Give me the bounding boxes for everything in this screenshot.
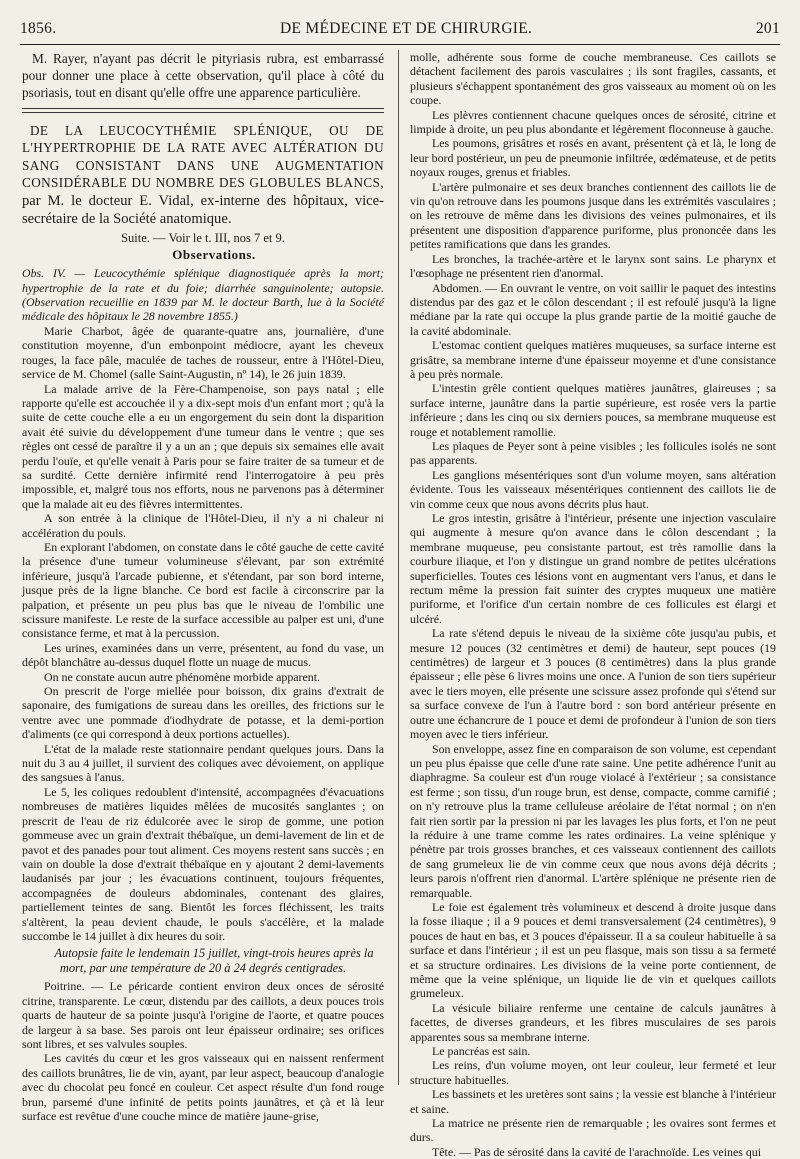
paragraph: L'estomac contient quelques matières muqueuses, sa surface interne est grisâtre, sa membrane interne d'une épaisseur moyenne et d'une consistance à peu près normale. — [410, 338, 776, 381]
paragraph: Son enveloppe, assez fine en comparaison de son volume, est cependant un peu plus épaisse que celle d'une rate saine. Une petite adhérence l'unit au diaphragme. Sa couleur est d'un rouge violacé à l'extérieur ; sa consistance est ferme ; son tissu, d'un rouge brun, est dense, compacte, comme carnifié ; on n'y retrouve plus la trame celluleuse aréolaire de l'état normal ; on n'en fait rien sortir par la pression ni par les lavages les plus forts, et l'on ne peut la réduire à une trame comme les rates ordinaires. La veine splénique y pénètre par trois grosses branches, et ces vaisseaux contiennent des caillots de sang grumeleux lie de vin comme ceux que nous avons déjà décrits ; leurs parois n'offrent rien d'anormal. L'artère splénique ne présente rien de remarquable. — [410, 741, 776, 900]
paragraph: En explorant l'abdomen, on constate dans le côté gauche de cette cavité la présence d'une tumeur volumineuse s'élevant, par son extrémité inférieure, jusqu'à l'arcade pubienne, et s'étendant, par son bord interne, jusque près de la ligne blanche. Ce bord est facile à circonscrire par la palpation, et présente un peu plus bas que le niveau de l'ombilic une scissure manifeste. Le reste de la surface accessible au palper est uni, d'une consistance ferme, et mat à la percussion. — [22, 539, 384, 641]
paragraph: Le pancréas est sain. — [432, 1044, 531, 1059]
paragraph: A son entrée à la clinique de l'Hôtel-Dieu, il n'y a ni chaleur ni accélération du pouls. — [22, 511, 384, 540]
paragraph: La matrice ne présente rien de remarquable ; les ovaires sont fermes et durs. — [410, 1116, 776, 1145]
paragraph: Le gros intestin, grisâtre à l'intérieur, présente une injection vasculaire qui augmente à mesure qu'on avance dans le côlon descendant ; la membrane muqueuse, peu consistante partout, est très ramollie dans la courbure iliaque, et l'on y distingue un grand nombre de petites ulcérations superficielles. Toutes ces lésions vont en augmentant vers l'anus, et dans le rectum même la pression fait suinter des cryptes muqueux une matière puriforme, et l'orifice d'un certain nombre de ces follicules est élargi et ulcéré. — [410, 511, 776, 626]
article-title — [22, 122, 384, 228]
paragraph: Les plaques de Peyer sont à peine visibles ; les follicules isolés ne sont pas apparents. — [410, 438, 776, 468]
paragraph: Les cavités du cœur et les gros vaisseaux qui en naissent renferment des caillots brunâtres, lie de vin, ayant, par leur aspect, beaucoup d'analogie avec du chocolat peu foncé en couleur. Cet aspect résulte d'un fond rouge brun, parsemé d'une infinité de petits points jaunâtres, et çà et là leur surface est revêtue d'une couche mince de matière jaune-grise, — [22, 1051, 384, 1123]
paragraph: Les urines, examinées dans un verre, présentent, au fond du vase, un dépôt blanchâtre au-dessus duquel flotte un nuage de mucus. — [22, 640, 384, 670]
separator-rule-2 — [22, 112, 384, 113]
article-suite: Suite. — Voir le t. III, nos 7 et 9. — [121, 231, 285, 246]
paragraph: Les bassinets et les uretères sont sains ; la vessie est blanche à l'intérieur et saine. — [410, 1087, 776, 1116]
right-paragraphs — [410, 50, 776, 1159]
paragraph: Marie Charbot, âgée de quarante-quatre ans, journalière, d'une constitution moyenne, d'un embonpoint médiocre, ayant les cheveux rouges, la face pâle, maculée de taches de rousseur, entre à l'Hôtel-Dieu, service de M. Chomel (salle Saint-Augustin, nº 14), le 26 juin 1839. — [22, 323, 384, 382]
left-paragraphs-2 — [22, 979, 384, 1123]
paragraph: Abdomen. — En ouvrant le ventre, on voit saillir le paquet des intestins distendus par des gaz et le côlon descendant ; il est refoulé jusqu'à la ligne médiane par la rate qui occupe la plus grande partie de la moitié gauche de la cavité abdominale. — [410, 280, 776, 338]
paragraph: L'intestin grêle contient quelques matières jaunâtres, glaireuses ; sa surface interne, jaunâtre dans la partie supérieure, est rosée vers la partie inférieure ; dans les cinq ou six derniers pouces, sa membrane muqueuse est rouge et notablement ramollie. — [410, 381, 776, 439]
paragraph: Tête. — Pas de sérosité dans la cavité de l'arachnoïde. Les veines qui — [432, 1144, 762, 1159]
header-rule — [20, 44, 780, 45]
header-year: 1856. — [20, 20, 57, 37]
paragraph: Les ganglions mésentériques sont d'un volume moyen, sans altération évidente. Tous les vaisseaux mésentériques contiennent des caillots lie de vin comme ceux que nous avons décrits plus haut. — [410, 467, 776, 511]
intro-paragraph: M. Rayer, n'ayant pas décrit le pityriasis rubra, est embarrassé pour donner une place à cette observation, qu'il place à côté du psoriasis, tout en disant qu'elle offre une apparence particulière. — [22, 51, 384, 100]
paragraph: Le 5, les coliques redoublent d'intensité, accompagnées d'évacuations nombreuses de matières liquides mêlées de mucosités sanglantes ; on prescrit de l'eau de riz édulcorée avec le sirop de gomme, une potion gommeuse avec un grain d'extrait thébaïque, un demi-lavement de lin et de pavot et des panades pour tout aliment. Ces moyens restent sans succès ; en vain on double la dose d'extrait thébaïque en y ajoutant 2 demi-lavements laudanisés par jour ; les évacuations continuent, toujours fréquentes, accompagnées de douleurs abdominales, contenant des glaires, partiellement teintes de sang. Bientôt les forces fléchissent, les traits s'altèrent, la peau devient chaude, le pouls s'accélère, et la malade succombe le 14 juillet à dix heures du soir. — [22, 784, 384, 943]
left-column — [22, 50, 384, 1123]
separator-rule — [22, 108, 384, 109]
header-page-number: 201 — [755, 20, 780, 37]
paragraph: La vésicule biliaire renferme une centaine de calculs jaunâtres à facettes, de diverses grandeurs, et les fibres musculaires de ses parois apparentes sous sa membrane interne. — [410, 1000, 776, 1044]
paragraph: Les bronches, la trachée-artère et le larynx sont sains. Le pharynx et l'œsophage ne présentent rien d'anormal. — [410, 251, 776, 281]
paragraph: molle, adhérente sous forme de couche membraneuse. Ces caillots se détachent facilement des parois vasculaires ; ils sont fragiles, cassants, et plusieurs s'échappent spontanément des gros vaisseaux au moment où on les coupe. — [410, 50, 776, 108]
paragraph: L'état de la malade reste stationnaire pendant quelques jours. Dans la nuit du 3 au 4 juillet, il survient des coliques avec dévoiement, on applique des sangsues à l'anus. — [22, 741, 384, 785]
column-divider — [398, 50, 399, 1085]
paragraph: Le foie est également très volumineux et descend à droite jusque dans la fosse iliaque ; il a 9 pouces et demi transversalement (24 centimètres), 9 pouces de haut en bas, et 3 pouces d'épaisseur. Il a sa couleur habituelle à sa surface et dans l'intérieur ; il est un peu flasque, mais son tissu a sa fermeté et sa structure ordinaires. Les divisions de la veine porte contiennent, de même que la veine splénique, un liquide lie de vin et quelques caillots grumeleux. — [410, 899, 776, 1001]
autopsy-heading: Autopsie faite le lendemain 15 juillet, vingt-trois heures après la mort, par une température de 20 à 24 degrés centigrades. — [54, 946, 374, 976]
intro-block — [22, 50, 384, 101]
paragraph: La rate s'étend depuis le niveau de la sixième côte jusqu'au pubis, et mesure 12 pouces (32 centimètres et demi) de hauteur, sept pouces (19 centimètres) de largeur et 3 pouces (8 centimètres) dans la plus grande épaisseur ; elle pèse 6 livres moins une once. A l'union de son tiers supérieur avec le tiers moyen, elle présente une scissure assez profonde qui s'étend sur sa surface convexe de l'un à l'autre bord : son bord antérieur présente en outre une échancrure de 1 pouce et demi de profondeur à l'union de son tiers moyen avec le tiers inférieur. — [410, 626, 776, 742]
article-title-text: DE LA LEUCOCYTHÉMIE SPLÉNIQUE, OU DE L'HYPERTROPHIE DE LA RATE AVEC ALTÉRATION DU SANG CONSISTANT DANS UNE AUGMENTATION CONSIDÉRABLE DU NOMBRE DES GLOBULES BLANCS, — [22, 123, 384, 191]
left-paragraphs — [22, 324, 384, 943]
article-author: par M. le docteur E. Vidal, ex-interne des hôpitaux, vice-secrétaire de la Société anatomique. — [22, 192, 384, 228]
paragraph: On ne constate aucun autre phénomène morbide apparent. — [44, 669, 321, 684]
paragraph: Les plèvres contiennent chacune quelques onces de sérosité, citrine et limpide à droite, un peu plus abondante et légèrement floconneuse à gauche. — [410, 107, 776, 137]
page-header — [20, 20, 780, 42]
paragraph: Les poumons, grisâtres et rosés en avant, présentent çà et là, le long de leur bord postérieur, un peu de pneumonie infiltrée, œdémateuse, et de petits noyaux rouges, grenus et friables. — [410, 136, 776, 180]
right-column — [410, 50, 776, 1159]
observation-heading: Obs. IV. — Leucocythémie splénique diagnostiquée après la mort; hypertrophie de la rate et du foie; diarrhée sanguinolente; autopsie. (Observation recueillie en 1839 par M. le docteur Barth, lue à la Société médicale des hôpitaux le 28 novembre 1855.) — [22, 266, 384, 324]
paragraph: L'artère pulmonaire et ses deux branches contiennent des caillots lie de vin qu'on retrouve dans les poumons jusque dans les extrémités vasculaires ; on les retrouve de même dans les divisions des veines pulmonaires, et ils présentent une disposition d'apparence puriforme, plus prononcée dans les petites ramifications que dans les grandes. — [410, 179, 776, 252]
paragraph: Poitrine. — Le péricarde contient environ deux onces de sérosité citrine, transparente. Le cœur, distendu par des caillots, a deux pouces trois quarts de hauteur de sa pointe jusqu'à l'origine de l'aorte, et quatre pouces de largeur à sa base. Ses parois ont leur épaisseur ordinaire; ses orifices sont libres, et ses valvules souples. — [22, 979, 384, 1051]
header-title: DE MÉDECINE ET DE CHIRURGIE. — [280, 20, 533, 37]
paragraph: La malade arrive de la Fère-Champenoise, son pays natal ; elle rapporte qu'elle est accouchée il y a dix-sept mois d'un enfant mort ; qu'à la suite de cette couche elle a eu un engorgement du sein dont la disparition avait été suivie du développement d'une tumeur dans le ventre ; que ses règles ont cessé de paraître il y a un an ; que depuis six semaines elle avait perdu l'ouïe, et qu'elle venait à Paris pour se faire traiter de sa tumeur et de sa surdité. Cette dernière infirmité rend l'interrogatoire à peu près impossible, et, malgré tous nos efforts, nous ne parvenons pas à déterminer que la malade ait eu des fièvres intermittentes. — [22, 381, 384, 511]
paragraph: Les reins, d'un volume moyen, ont leur couleur, leur fermeté et leur structure habituelles. — [410, 1058, 776, 1087]
paragraph: On prescrit de l'orge miellée pour boisson, dix grains d'extrait de saponaire, des fumigations de sureau dans les oreilles, des frictions sur le ventre avec une pommade d'iodhydrate de potasse, et la demi-portion d'aliments (ce qui correspond à deux portions actuelles). — [22, 684, 384, 742]
section-heading: Observations. — [172, 246, 256, 262]
